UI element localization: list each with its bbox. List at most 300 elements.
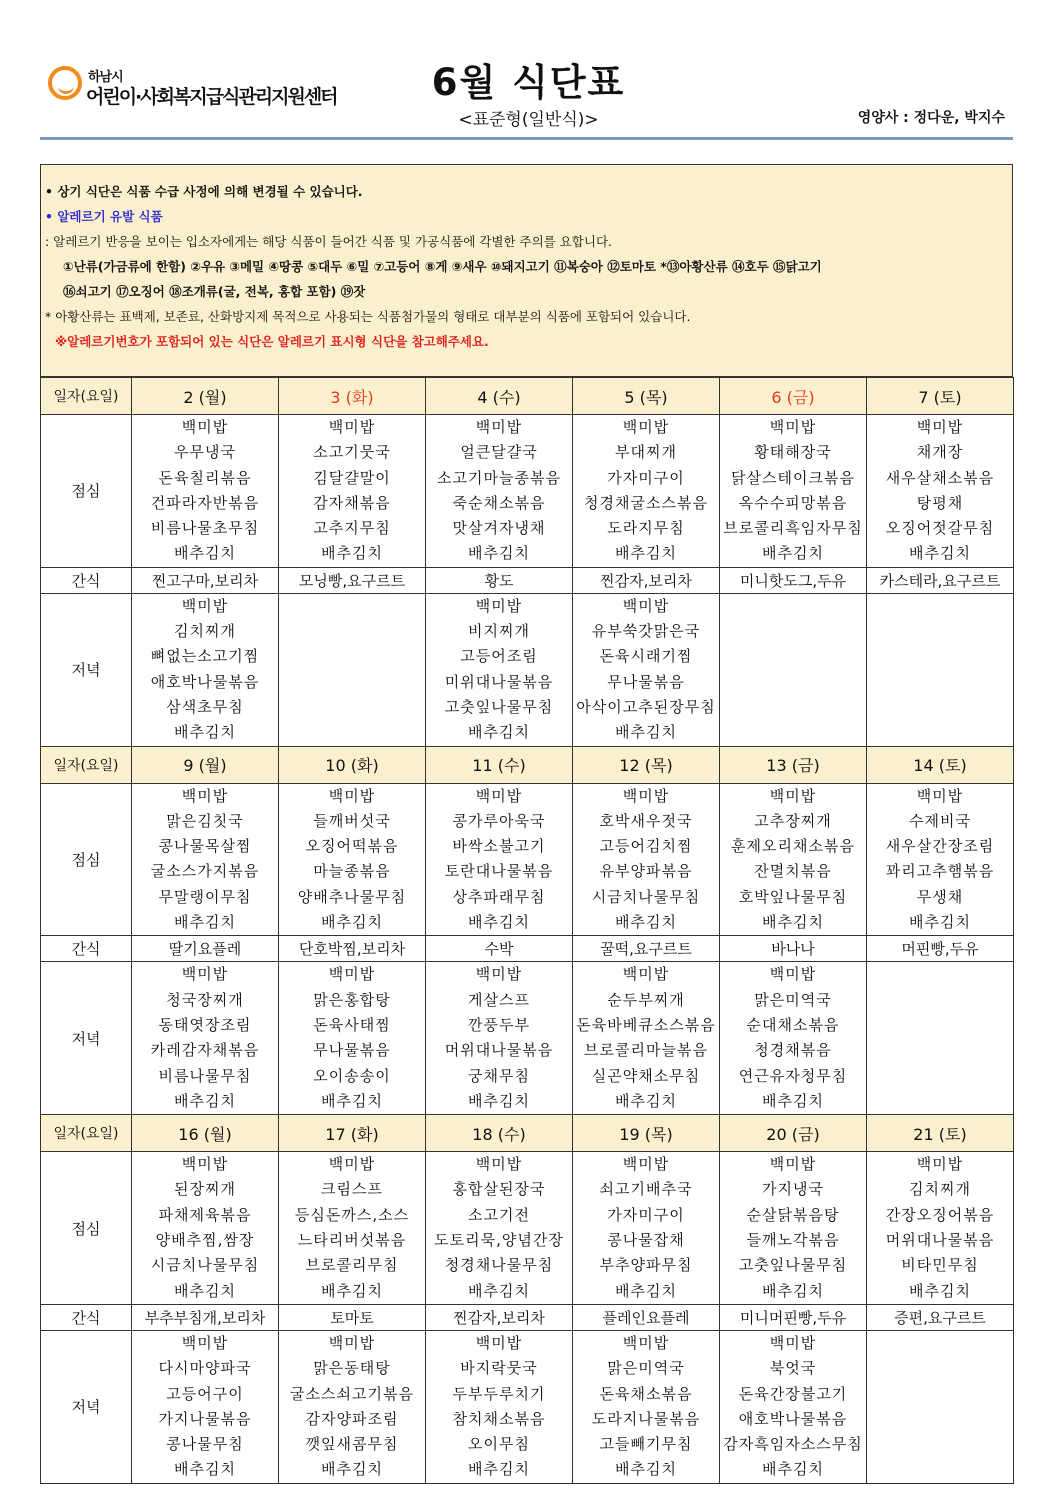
menu-item <box>867 670 1013 695</box>
menu-item: 비름나물초무침 <box>150 519 260 538</box>
lunch-cell <box>867 415 1014 568</box>
snack-cell: 황도 <box>426 567 573 593</box>
lunch-cell <box>867 783 1014 936</box>
snack-cell: 부추부침개,보리차 <box>132 1304 279 1330</box>
menu-item: 유부양파볶음 <box>599 862 693 881</box>
dinner-cell <box>720 1330 867 1483</box>
day-header: 21 (토) <box>867 1115 1014 1152</box>
menu-item: 고춧잎나물무침 <box>738 1256 848 1275</box>
snack-row <box>41 1304 1014 1330</box>
menu-item: 백미밥 <box>769 1155 817 1174</box>
menu-item: 김치찌개 <box>174 622 236 641</box>
menu-item: 배추김치 <box>762 1281 824 1300</box>
menu-item: 동태엿장조림 <box>158 1015 252 1034</box>
menu-item: 수제비국 <box>909 811 971 830</box>
menu-item: 백미밥 <box>475 786 523 805</box>
menu-item: 백미밥 <box>475 1155 523 1174</box>
menu-item: 백미밥 <box>769 418 817 436</box>
menu-item: 애호박나물볶음 <box>738 1409 848 1428</box>
dinner-cell <box>720 593 867 746</box>
dinner-row <box>41 962 1014 1115</box>
menu-item: 청경채볶음 <box>754 1041 832 1060</box>
menu-item: 된장찌개 <box>174 1180 236 1199</box>
menu-item: 얼큰달걀국 <box>460 443 538 462</box>
menu-item: 백미밥 <box>475 965 523 984</box>
menu-item: 양배추찜,쌈장 <box>155 1231 255 1250</box>
logo-center-name: 어린이·사회복지급식관리지원센터 <box>86 86 337 108</box>
menu-item: 감자양파조림 <box>305 1409 399 1428</box>
menu-item: 배추김치 <box>321 1281 383 1300</box>
menu-item: 백미밥 <box>916 418 964 436</box>
dinner-label: 저녁 <box>41 962 132 1115</box>
snack-cell: 미니머핀빵,두유 <box>720 1304 867 1330</box>
menu-item <box>279 720 425 745</box>
snack-row <box>41 936 1014 962</box>
menu-item <box>720 644 866 669</box>
snack-cell: 찐고구마,보리차 <box>132 567 279 593</box>
menu-item: 무나물볶음 <box>313 1041 391 1060</box>
menu-item: 맑은미역국 <box>607 1359 685 1378</box>
lunch-cell <box>279 415 426 568</box>
day-header: 5 (목) <box>573 378 720 415</box>
lunch-cell <box>720 783 867 936</box>
day-header: 17 (화) <box>279 1115 426 1152</box>
menu-item: 다시마양파국 <box>158 1359 252 1378</box>
menu-item: 배추김치 <box>909 544 971 563</box>
menu-item: 무말랭이무침 <box>158 887 252 906</box>
lunch-label: 점심 <box>41 783 132 936</box>
menu-item: 백미밥 <box>475 596 523 615</box>
menu-item: 비름나물무침 <box>158 1066 252 1085</box>
menu-item: 배추김치 <box>909 1281 971 1300</box>
menu-item: 맑은미역국 <box>754 990 832 1009</box>
menu-item: 건파라자반볶음 <box>150 493 260 512</box>
day-header: 11 (수) <box>426 746 573 783</box>
menu-item: 게살스프 <box>468 990 530 1009</box>
menu-item: 감자채볶음 <box>313 493 391 512</box>
menu-item: 고추지무침 <box>313 519 391 538</box>
menu-item: 오이무침 <box>468 1435 530 1454</box>
menu-item: 돈육시래기찜 <box>599 647 693 666</box>
menu-item: 애호박나물볶음 <box>150 672 260 691</box>
menu-item: 백미밥 <box>328 965 376 984</box>
menu-item: 순두부찌개 <box>607 990 685 1009</box>
menu-item <box>867 594 1013 619</box>
dinner-cell <box>132 962 279 1115</box>
menu-item: 콩나물목살찜 <box>158 837 252 856</box>
menu-item: 닭살스테이크볶음 <box>731 468 855 487</box>
menu-item <box>720 594 866 619</box>
week-header-row <box>41 1115 1014 1152</box>
menu-item: 꽈리고추햄볶음 <box>885 862 995 881</box>
menu-item: 맑은동태탕 <box>313 1359 391 1378</box>
menu-item: 북엇국 <box>769 1359 817 1378</box>
menu-item: 파채제육볶음 <box>158 1205 252 1224</box>
lunch-cell <box>279 783 426 936</box>
dinner-label: 저녁 <box>41 1330 132 1483</box>
menu-item: 오징어떡볶음 <box>305 837 399 856</box>
snack-cell: 찐감자,보리차 <box>573 567 720 593</box>
menu-table <box>40 377 1014 1484</box>
menu-item: 백미밥 <box>622 1333 670 1352</box>
day-header: 10 (화) <box>279 746 426 783</box>
menu-item: 배추김치 <box>468 913 530 932</box>
menu-item: 백미밥 <box>181 786 229 805</box>
menu-item: 깻잎새콤무침 <box>305 1435 399 1454</box>
dinner-cell <box>426 962 573 1115</box>
menu-item: 오징어젓갈무침 <box>885 519 995 538</box>
menu-item: 배추김치 <box>174 544 236 563</box>
snack-cell: 단호박찜,보리차 <box>279 936 426 962</box>
menu-item: 맛살겨자냉채 <box>452 519 546 538</box>
menu-item: 배추김치 <box>762 1091 824 1110</box>
snack-cell: 꿀떡,요구르트 <box>573 936 720 962</box>
menu-item: 마늘종볶음 <box>313 862 391 881</box>
lunch-cell <box>426 415 573 568</box>
menu-item <box>867 720 1013 745</box>
menu-item: 두부두루치기 <box>452 1384 546 1403</box>
menu-item: 배추김치 <box>762 1460 824 1479</box>
dinner-cell <box>279 962 426 1115</box>
menu-item: 콩가루아욱국 <box>452 811 546 830</box>
menu-item: 무생채 <box>916 887 964 906</box>
lunch-label: 점심 <box>41 415 132 568</box>
day-header: 12 (목) <box>573 746 720 783</box>
menu-item: 무나물볶음 <box>607 672 685 691</box>
menu-item: 소고기뭇국 <box>313 443 391 462</box>
menu-item: 시금치나물무침 <box>150 1256 260 1275</box>
menu-item: 부대찌개 <box>615 443 677 462</box>
week-header-row <box>41 378 1014 415</box>
snack-cell: 미니핫도그,두유 <box>720 567 867 593</box>
page-subtitle: <표준형(일반식)> <box>458 110 599 130</box>
lunch-cell <box>132 783 279 936</box>
menu-item <box>867 1089 1013 1114</box>
dinner-label: 저녁 <box>41 593 132 746</box>
menu-item: 김치찌개 <box>909 1180 971 1199</box>
lunch-label: 점심 <box>41 1152 132 1305</box>
menu-item: 소고기마늘종볶음 <box>437 468 561 487</box>
menu-item: 맑은김칫국 <box>166 811 244 830</box>
menu-item: 들깨버섯국 <box>313 811 391 830</box>
menu-item: 배추김치 <box>762 544 824 563</box>
menu-item: 굴소스가지볶음 <box>150 862 260 881</box>
menu-item: 백미밥 <box>916 786 964 805</box>
menu-item: 브로콜리무침 <box>305 1256 399 1275</box>
menu-item: 부추양파무침 <box>599 1256 693 1275</box>
lunch-cell <box>426 1152 573 1305</box>
menu-item: 탕평채 <box>916 493 964 512</box>
menu-item: 등심돈까스,소스 <box>294 1205 410 1224</box>
menu-item: 백미밥 <box>769 965 817 984</box>
notice-box <box>40 164 1013 377</box>
snack-cell: 모닝빵,요구르트 <box>279 567 426 593</box>
menu-item: 가자미구이 <box>607 1205 685 1224</box>
menu-item: 돈육칠리볶음 <box>158 468 252 487</box>
notice-allergen-list-1: ①난류(가금류에 한함) ②우유 ③메밀 ④땅콩 ⑤대두 ⑥밀 ⑦고등어 ⑧게 ⑨새우 ⑩돼지고기 ⑪복숭아 ⑫토마토 *⑬아황산류 ⑭호두 ⑮닭고기 <box>63 259 822 274</box>
menu-item: 배추김치 <box>615 1091 677 1110</box>
menu-item: 고등어김치찜 <box>599 837 693 856</box>
menu-item <box>867 1331 1013 1356</box>
menu-item: 백미밥 <box>181 1155 229 1174</box>
menu-item: 배추김치 <box>468 1281 530 1300</box>
menu-item: 김달걀말이 <box>313 468 391 487</box>
menu-item: 죽순채소볶음 <box>452 493 546 512</box>
menu-item: 실곤약채소무침 <box>591 1066 701 1085</box>
menu-item: 배추김치 <box>615 544 677 563</box>
menu-item: 가지나물볶음 <box>158 1409 252 1428</box>
menu-item: 배추김치 <box>321 1091 383 1110</box>
menu-item: 청경채굴소스볶음 <box>584 493 708 512</box>
day-header: 13 (금) <box>720 746 867 783</box>
menu-item <box>867 619 1013 644</box>
menu-item: 황태해장국 <box>754 443 832 462</box>
menu-item: 배추김치 <box>174 1281 236 1300</box>
menu-item: 간장오징어볶음 <box>885 1205 995 1224</box>
menu-item: 백미밥 <box>181 418 229 436</box>
menu-item: 양배추나물무침 <box>297 887 407 906</box>
menu-item <box>279 695 425 720</box>
dietitian-names: 영양사 : 정다운, 박지수 <box>857 110 1005 126</box>
menu-item <box>867 1356 1013 1381</box>
menu-item: 배추김치 <box>615 913 677 932</box>
menu-item: 백미밥 <box>328 786 376 805</box>
menu-item: 쇠고기배추국 <box>599 1180 693 1199</box>
menu-item: 들깨노각볶음 <box>746 1231 840 1250</box>
lunch-cell <box>279 1152 426 1305</box>
menu-item <box>867 1457 1013 1482</box>
menu-item <box>867 1407 1013 1432</box>
menu-item: 상추파래무침 <box>452 887 546 906</box>
day-header: 4 (수) <box>426 378 573 415</box>
menu-item: 아삭이고추된장무침 <box>576 697 716 716</box>
menu-item: 잔멸치볶음 <box>754 862 832 881</box>
menu-item <box>867 1382 1013 1407</box>
menu-item: 배추김치 <box>174 723 236 742</box>
day-header: 16 (월) <box>132 1115 279 1152</box>
dinner-cell <box>573 1330 720 1483</box>
menu-item: 배추김치 <box>174 913 236 932</box>
notice-line-3: : 알레르기 반응을 보이는 입소자에게는 해당 식품이 들어간 식품 및 가공식품에 각별한 주의를 요합니다. <box>45 234 612 249</box>
menu-item: 느타리버섯볶음 <box>297 1231 407 1250</box>
menu-item: 유부쑥갓맑은국 <box>591 622 701 641</box>
menu-item: 돈육바베큐소스볶음 <box>576 1015 716 1034</box>
date-label: 일자(요일) <box>41 746 132 783</box>
menu-item <box>867 695 1013 720</box>
menu-item: 청국장찌개 <box>166 990 244 1009</box>
menu-item: 연근유자청무침 <box>738 1066 848 1085</box>
menu-item <box>867 644 1013 669</box>
menu-item: 새우살채소볶음 <box>885 468 995 487</box>
menu-item: 백미밥 <box>916 1155 964 1174</box>
snack-cell: 플레인요플레 <box>573 1304 720 1330</box>
menu-item: 배추김치 <box>909 913 971 932</box>
menu-item: 홍합살된장국 <box>452 1180 546 1199</box>
menu-item: 바싹소불고기 <box>452 837 546 856</box>
menu-item: 백미밥 <box>328 1333 376 1352</box>
menu-item: 배추김치 <box>174 1091 236 1110</box>
day-header: 9 (월) <box>132 746 279 783</box>
menu-item: 호박잎나물무침 <box>738 887 848 906</box>
snack-cell: 머핀빵,두유 <box>867 936 1014 962</box>
menu-item: 배추김치 <box>468 544 530 563</box>
menu-item: 비타민무침 <box>901 1256 979 1275</box>
lunch-cell <box>867 1152 1014 1305</box>
menu-item: 배추김치 <box>321 544 383 563</box>
menu-item: 머위대나물볶음 <box>444 1041 554 1060</box>
day-header: 19 (목) <box>573 1115 720 1152</box>
menu-item: 돈육간장불고기 <box>738 1384 848 1403</box>
menu-item: 백미밥 <box>328 1155 376 1174</box>
snack-cell: 바나나 <box>720 936 867 962</box>
snack-label: 간식 <box>41 567 132 593</box>
menu-item: 백미밥 <box>475 418 523 436</box>
menu-item: 돈육채소볶음 <box>599 1384 693 1403</box>
dinner-cell <box>132 593 279 746</box>
menu-item: 배추김치 <box>321 1460 383 1479</box>
menu-item: 비지찌개 <box>468 622 530 641</box>
menu-item: 배추김치 <box>762 913 824 932</box>
dinner-cell <box>132 1330 279 1483</box>
menu-item: 고들빼기무침 <box>599 1435 693 1454</box>
menu-item: 카레감자채볶음 <box>150 1041 260 1060</box>
menu-item <box>867 1038 1013 1063</box>
day-header: 20 (금) <box>720 1115 867 1152</box>
logo-city: 하남시 <box>88 70 123 85</box>
menu-item: 백미밥 <box>181 965 229 984</box>
menu-item: 백미밥 <box>475 1333 523 1352</box>
dinner-cell <box>426 593 573 746</box>
menu-item: 토란대나물볶음 <box>444 862 554 881</box>
menu-item: 브로콜리흑임자무침 <box>723 519 863 538</box>
menu-item: 배추김치 <box>615 723 677 742</box>
menu-item: 백미밥 <box>622 1155 670 1174</box>
menu-item: 훈제오리채소볶음 <box>731 837 855 856</box>
lunch-cell <box>573 783 720 936</box>
menu-item: 백미밥 <box>769 786 817 805</box>
menu-item: 백미밥 <box>181 1333 229 1352</box>
snack-cell: 수박 <box>426 936 573 962</box>
day-header: 6 (금) <box>720 378 867 415</box>
menu-item: 백미밥 <box>622 418 670 436</box>
menu-item: 백미밥 <box>622 596 670 615</box>
date-label: 일자(요일) <box>41 1115 132 1152</box>
menu-item: 순살닭볶음탕 <box>746 1205 840 1224</box>
menu-item: 참치채소볶음 <box>452 1409 546 1428</box>
snack-cell: 증편,요구르트 <box>867 1304 1014 1330</box>
lunch-cell <box>720 1152 867 1305</box>
menu-item <box>720 670 866 695</box>
snack-cell: 딸기요플레 <box>132 936 279 962</box>
lunch-cell <box>573 1152 720 1305</box>
menu-item: 브로콜리마늘볶음 <box>584 1041 708 1060</box>
day-header: 3 (화) <box>279 378 426 415</box>
menu-item: 뼈없는소고기찜 <box>150 647 260 666</box>
menu-item <box>279 670 425 695</box>
menu-item <box>867 962 1013 987</box>
menu-item <box>720 720 866 745</box>
menu-item: 고춧잎나물무침 <box>444 697 554 716</box>
snack-label: 간식 <box>41 936 132 962</box>
menu-item <box>279 594 425 619</box>
menu-item: 배추김치 <box>468 1091 530 1110</box>
menu-item: 소고기전 <box>468 1205 530 1224</box>
dinner-cell <box>867 593 1014 746</box>
menu-item: 도라지나물볶음 <box>591 1409 701 1428</box>
menu-item <box>279 644 425 669</box>
menu-item: 가지냉국 <box>762 1180 824 1199</box>
menu-item: 깐풍두부 <box>468 1015 530 1034</box>
snack-cell: 카스테라,요구르트 <box>867 567 1014 593</box>
lunch-cell <box>132 415 279 568</box>
snack-label: 간식 <box>41 1304 132 1330</box>
menu-item: 크림스프 <box>321 1180 383 1199</box>
menu-item: 궁채무침 <box>468 1066 530 1085</box>
menu-item: 고등어조림 <box>460 647 538 666</box>
notice-line-1: • 상기 식단은 식품 수급 사정에 의해 변경될 수 있습니다. <box>45 184 363 199</box>
menu-item: 감자흑임자소스무침 <box>723 1435 863 1454</box>
snack-row <box>41 567 1014 593</box>
menu-item: 콩나물무침 <box>166 1435 244 1454</box>
menu-item: 삼색초무침 <box>166 697 244 716</box>
dinner-cell <box>720 962 867 1115</box>
lunch-cell <box>132 1152 279 1305</box>
dinner-cell <box>426 1330 573 1483</box>
notice-line-7: ※알레르기번호가 포함되어 있는 식단은 알레르기 표시형 식단을 참고해주세요. <box>55 334 489 349</box>
menu-item: 채개장 <box>916 443 964 462</box>
dinner-cell <box>279 593 426 746</box>
menu-item: 배추김치 <box>615 1281 677 1300</box>
menu-item: 굴소스쇠고기볶음 <box>290 1384 414 1403</box>
menu-item: 맑은홍합탕 <box>313 990 391 1009</box>
menu-item: 바지락뭇국 <box>460 1359 538 1378</box>
dinner-cell <box>573 962 720 1115</box>
lunch-cell <box>573 415 720 568</box>
menu-item: 새우살간장조림 <box>885 837 995 856</box>
menu-item: 백미밥 <box>181 596 229 615</box>
snack-cell: 찐감자,보리차 <box>426 1304 573 1330</box>
menu-item: 순대채소볶음 <box>746 1015 840 1034</box>
day-header: 2 (월) <box>132 378 279 415</box>
dinner-row <box>41 593 1014 746</box>
menu-item <box>720 619 866 644</box>
menu-item <box>279 619 425 644</box>
menu-item: 백미밥 <box>328 418 376 436</box>
header-divider <box>40 137 1013 140</box>
date-label: 일자(요일) <box>41 378 132 415</box>
day-header: 7 (토) <box>867 378 1014 415</box>
lunch-row <box>41 1152 1014 1305</box>
menu-item: 백미밥 <box>622 965 670 984</box>
week-header-row <box>41 746 1014 783</box>
menu-item: 청경채나물무침 <box>444 1256 554 1275</box>
snack-cell: 토마토 <box>279 1304 426 1330</box>
menu-item: 콩나물잡채 <box>607 1231 685 1250</box>
menu-item: 도토리묵,양념간장 <box>434 1231 564 1250</box>
menu-item: 머위대나물볶음 <box>885 1231 995 1250</box>
lunch-row <box>41 415 1014 568</box>
page-title: 6월 식단표 <box>431 61 626 104</box>
menu-item: 백미밥 <box>769 1333 817 1352</box>
menu-item: 돈육사태찜 <box>313 1015 391 1034</box>
day-header: 18 (수) <box>426 1115 573 1152</box>
notice-allergen-list-2: ⑯쇠고기 ⑰오징어 ⑱조개류(굴, 전복, 홍합 포함) ⑲잣 <box>63 284 366 299</box>
dinner-cell <box>573 593 720 746</box>
menu-item <box>867 1064 1013 1089</box>
day-header: 14 (토) <box>867 746 1014 783</box>
menu-item: 옥수수피망볶음 <box>738 493 848 512</box>
menu-item: 배추김치 <box>468 1460 530 1479</box>
